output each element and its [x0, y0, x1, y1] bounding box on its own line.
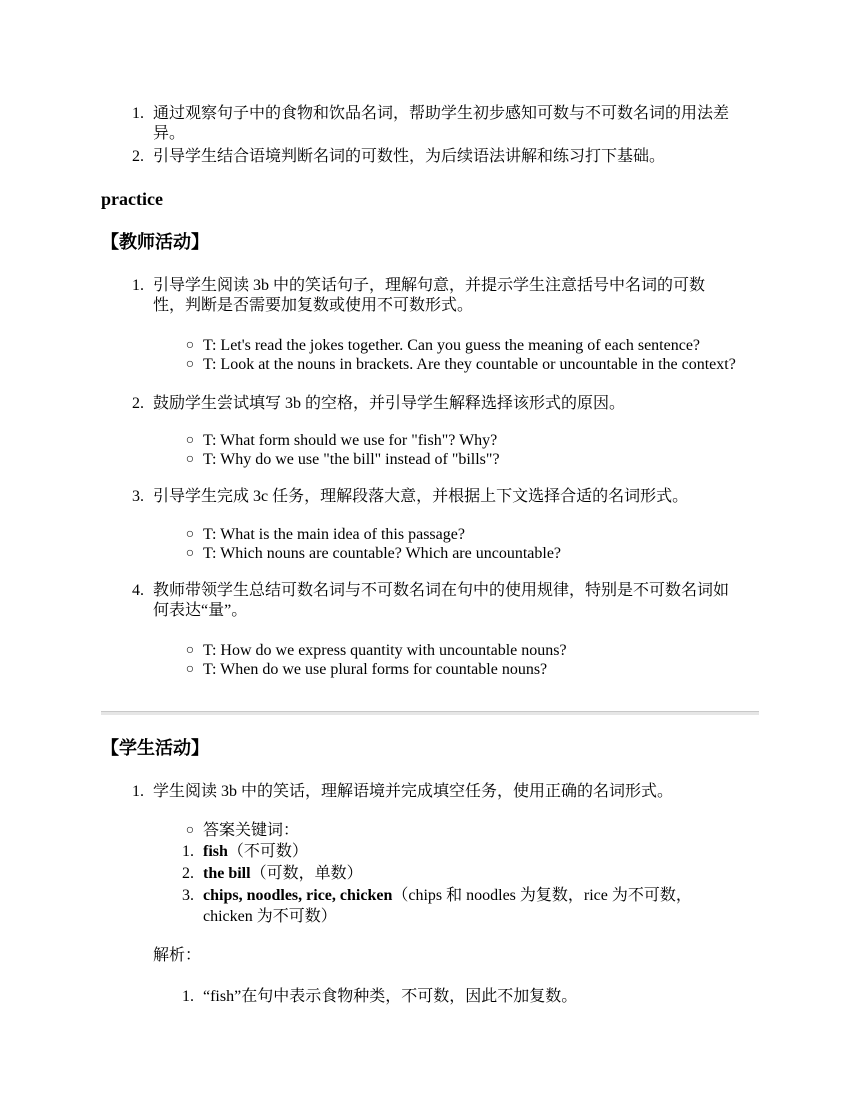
list-item-text: 鼓励学生尝试填写 3b 的空格，并引导学生解释选择该形式的原因。 — [153, 395, 626, 412]
bullet-icon: ○ — [185, 546, 195, 561]
list-item-text: 引导学生完成 3c 任务，理解段落大意，并根据上下文选择合适的名词形式。 — [153, 488, 689, 505]
teacher-question: T: Why do we use "the bill" instead of "bills"? — [203, 451, 500, 468]
list-number: 2. — [132, 395, 144, 412]
list-number: 2. — [132, 148, 144, 165]
bullet-icon: ○ — [185, 357, 195, 372]
list-item-text: 异。 — [153, 125, 186, 142]
answer-note: （chips 和 noodles 为复数，rice 为不可数， — [392, 887, 692, 904]
list-number: 1. — [132, 783, 144, 800]
teacher-question: T: When do we use plural forms for countable nouns? — [203, 661, 548, 678]
horizontal-divider — [101, 711, 759, 715]
list-number: 1. — [182, 988, 194, 1005]
teacher-question: T: Look at the nouns in brackets. Are they countable or uncountable in the context? — [203, 356, 736, 373]
teacher-question: T: How do we express quantity with uncountable nouns? — [203, 642, 567, 659]
bullet-icon: ○ — [185, 662, 195, 677]
list-item-text: 学生阅读 3b 中的笑话，理解语境并完成填空任务，使用正确的名词形式。 — [153, 783, 674, 800]
answer-note: （不可数） — [227, 843, 308, 860]
list-item-text: 通过观察句子中的食物和饮品名词，帮助学生初步感知可数与不可数名词的用法差 — [153, 105, 730, 122]
list-item-text: 何表达“量”。 — [153, 602, 248, 619]
analysis-label: 解析： — [153, 947, 202, 964]
bullet-icon: ○ — [185, 643, 195, 658]
list-number: 1. — [182, 843, 194, 860]
list-number: 4. — [132, 582, 144, 599]
list-number: 3. — [132, 488, 144, 505]
answer-label: 答案关键词： — [203, 822, 300, 839]
list-item-text: 性，判断是否需要加复数或使用不可数形式。 — [153, 297, 474, 314]
teacher-question: T: What form should we use for "fish"? Why? — [203, 432, 498, 449]
list-item-text: 引导学生阅读 3b 中的笑话句子，理解句意，并提示学生注意括号中名词的可数 — [153, 277, 706, 294]
bullet-icon: ○ — [185, 823, 195, 838]
answer-keyword: the bill — [203, 865, 251, 882]
list-item-text: 教师带领学生总结可数名词与不可数名词在句中的使用规律，特别是不可数名词如 — [153, 582, 730, 599]
bullet-icon: ○ — [185, 452, 195, 467]
teacher-question: T: Let's read the jokes together. Can you guess the meaning of each sentence? — [203, 337, 701, 354]
list-number: 3. — [182, 887, 194, 904]
section-heading-student: 【学生活动】 — [101, 738, 209, 758]
answer-note: （可数，单数） — [250, 865, 363, 882]
answer-item — [203, 842, 308, 862]
answer-item — [203, 886, 692, 906]
list-number: 1. — [132, 105, 144, 122]
bullet-icon: ○ — [185, 527, 195, 542]
teacher-question: T: Which nouns are countable? Which are uncountable? — [203, 545, 562, 562]
section-heading-practice: practice — [101, 189, 163, 209]
teacher-question: T: What is the main idea of this passage? — [203, 526, 465, 543]
list-number: 2. — [182, 865, 194, 882]
answer-keyword: chips, noodles, rice, chicken — [203, 887, 393, 904]
bullet-icon: ○ — [185, 433, 195, 448]
analysis-item: “fish”在句中表示食物种类，不可数，因此不加复数。 — [203, 988, 578, 1005]
answer-item — [203, 864, 363, 884]
bullet-icon: ○ — [185, 338, 195, 353]
answer-keyword: fish — [203, 843, 228, 860]
list-item-text: 引导学生结合语境判断名词的可数性，为后续语法讲解和练习打下基础。 — [153, 148, 666, 165]
list-number: 1. — [132, 277, 144, 294]
section-heading-teacher: 【教师活动】 — [101, 232, 209, 252]
answer-note-continued: chicken 为不可数） — [203, 908, 337, 925]
